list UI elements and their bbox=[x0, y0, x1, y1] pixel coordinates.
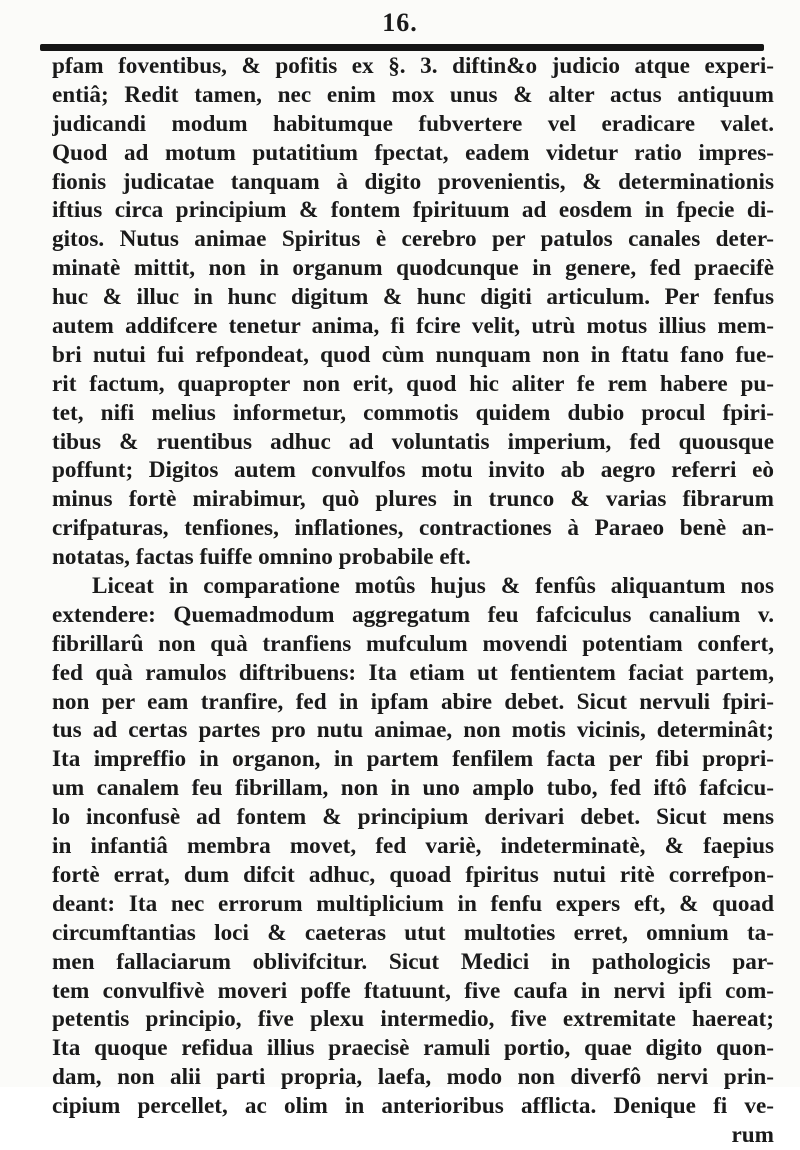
text-line: cipium percellet, ac olim in anterioribus afflicta. Denique fi ve- bbox=[52, 1093, 774, 1120]
text-line: fed quà ramulos diftribuens: Ita etiam ut fentientem faciat partem, bbox=[52, 659, 774, 686]
text-line: extendere: Quemadmodum aggregatum feu fafciculus canalium v. bbox=[52, 601, 774, 628]
text-line: Ita quoque refidua illius praecisè ramuli portio, quae digito quon- bbox=[52, 1035, 774, 1062]
text-line: lo inconfusè ad fontem & principium derivari debet. Sicut mens bbox=[52, 804, 774, 831]
text-line: pfam foventibus, & pofitis ex §. 3. diftin&o judicio atque experi- bbox=[52, 53, 774, 79]
text-line: non per eam tranfire, fed in ipfam abire debet. Sicut nervuli fpiri- bbox=[52, 688, 774, 715]
text-line: Ita impreffio in organon, in partem fenfilem facta per fibi propri- bbox=[52, 746, 774, 773]
text-line: fortè errat, dum difcit adhuc, quoad fpiritus nutui ritè correfpon- bbox=[52, 861, 774, 888]
text-line: iftius circa principium & fontem fpirituum ad eosdem in fpecie di- bbox=[52, 197, 774, 224]
text-line: judicandi modum habitumque fubvertere vel eradicare valet. bbox=[52, 110, 774, 137]
header-rule bbox=[40, 44, 764, 51]
text-line: dam, non alii parti propria, laefa, modo non diverfô nervi prin- bbox=[52, 1064, 774, 1091]
text-line: poffunt; Digitos autem convulfos motu invito ab aegro referri eò bbox=[52, 457, 774, 484]
text-line: crifpaturas, tenfiones, inflationes, contractiones à Paraeo benè an- bbox=[52, 515, 774, 542]
text-line: deant: Ita nec errorum multiplicium in fenfu expers eft, & quoad bbox=[52, 890, 774, 917]
text-line: autem addifcere tenetur anima, fi fcire velit, utrù motus illius mem- bbox=[52, 313, 774, 340]
text-line: Liceat in comparatione motûs hujus & fenfûs aliquantum nos bbox=[92, 573, 774, 600]
text-line: bri nutui fui refpondeat, quod cùm nunquam non in ftatu fano fue- bbox=[52, 341, 774, 368]
text-line: men fallaciarum oblivifcitur. Sicut Medici in pathologicis par- bbox=[52, 948, 774, 975]
text-line: entiâ; Redit tamen, nec enim mox unus & alter actus antiquum bbox=[52, 81, 774, 108]
text-line: tet, nifi melius informetur, commotis quidem dubio procul fpiri- bbox=[52, 399, 774, 426]
page-number: 16. bbox=[382, 8, 418, 37]
text-line: um canalem feu fibrillam, non in uno amplo tubo, fed iftô fafcicu- bbox=[52, 775, 774, 802]
text-line: rit factum, quapropter non erit, quod hic aliter fe rem habere pu- bbox=[52, 370, 774, 397]
text-line: tibus & ruentibus adhuc ad voluntatis imperium, fed quousque bbox=[52, 428, 774, 455]
text-line: notatas, factas fuiffe omnino probabile eft. bbox=[52, 544, 471, 571]
text-line: huc & illuc in hunc digitum & hunc digiti articulum. Per fenfus bbox=[52, 284, 774, 311]
text-line: minus fortè mirabimur, quò plures in trunco & varias fibrarum bbox=[52, 486, 774, 513]
text-line: in infantiâ membra movet, fed variè, indeterminatè, & faepius bbox=[52, 833, 774, 860]
text-line: minatè mittit, non in organum quodcunque in genere, fed praecifè bbox=[52, 255, 774, 282]
text-line: petentis principio, five plexu intermedio, five extremitate haereat; bbox=[52, 1006, 774, 1033]
text-line: fibrillarû non quà tranfiens mufculum movendi potentiam confert, bbox=[52, 630, 774, 657]
text-line: circumftantias loci & caeteras utut multoties erret, omnium ta- bbox=[52, 919, 774, 946]
text-line: tem convulfivè moveri poffe ftatuunt, five caufa in nervi ipfi com- bbox=[52, 977, 774, 1004]
text-line: fionis judicatae tanquam à digito provenientis, & determinationis bbox=[52, 168, 774, 195]
body-text bbox=[52, 52, 774, 1150]
text-line: tus ad certas partes pro nutu animae, non motis vicinis, determinât; bbox=[52, 717, 774, 744]
text-line: rum bbox=[731, 1121, 774, 1148]
text-line: gitos. Nutus animae Spiritus è cerebro per patulos canales deter- bbox=[52, 226, 774, 253]
text-line: Quod ad motum putatitium fpectat, eadem videtur ratio impres- bbox=[52, 139, 774, 166]
